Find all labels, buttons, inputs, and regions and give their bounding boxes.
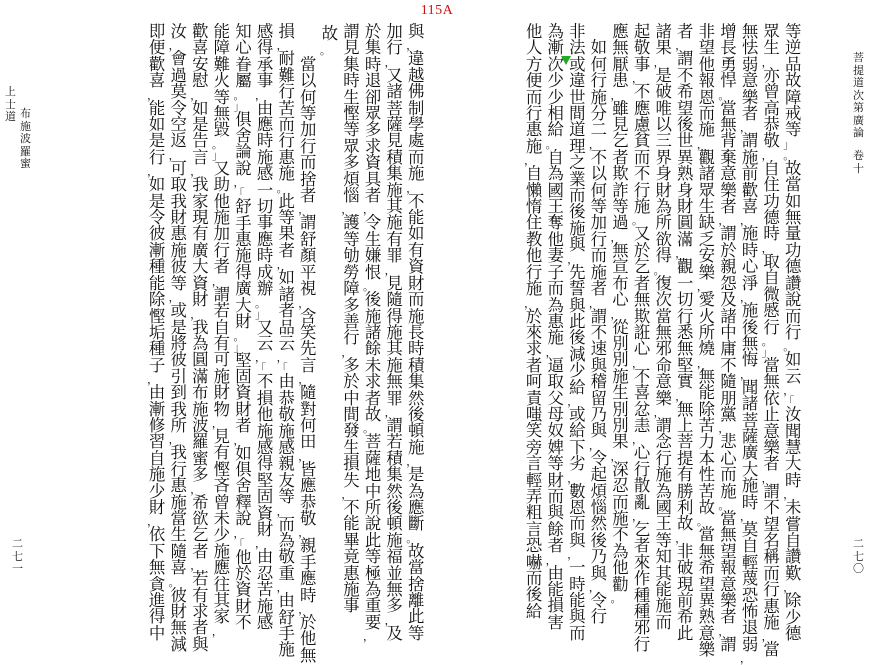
text-column: 增 長 勇 悍 。 當 無 背 棄 意 樂 者 ， 謂 於 親 怨 及 諸 中 庸 不 隨 朋 黨 ， 悲 心 而 施 。 當 無 望 報 意 樂 者 ， 謂 xyxy=(718,22,737,654)
text-column: 他 人 方 便 而 行 惠 施 ， 自 懶 惰 住 教 他 行 施 ， 於 來 求 者 呵 責 嗤 笑 旁 言 輕 弄 粗 言 恐 嚇 而 後 給 xyxy=(524,22,543,621)
text-column: 於 集 時 退 卻 眾 多 求 資 具 者 ， 令 生 嫌 恨 。 後 施 諸 餘 未 求 者 故 。 菩 薩 地 中 所 說 此 等 極 為 重 要 ， xyxy=(363,22,382,644)
text-column: 故 。 xyxy=(319,24,339,57)
text-column: 加 行 ， 又 諸 菩 薩 見 積 集 施 其 施 有 罪 ， 見 隨 得 施 其 施 無 罪 ， 謂 若 積 集 然 後 頓 施 福 並 無 多 ， 及 xyxy=(384,22,403,643)
left-footer-section: 上 士 道 xyxy=(5,85,16,123)
text-column: 諸 果 ， 是 破 唯 以 三 界 身 財 為 所 欲 得 。 復 次 當 無 邪 命 意 樂 ， 謂 念 行 施 為 國 王 等 知 其 能 施 而 xyxy=(653,22,672,632)
text-column: 起 敬 事 ， 不 應 慮 貧 而 不 行 施 。 又 於 乞 者 無 欺 誑 心 ， 不 喜 忿 恚 ， 心 行 散 亂 ， 乞 者 來 作 種 種 邪 行 xyxy=(632,22,651,654)
text-column: 等 逆 品 故 障 戒 等 」 。 故 當 如 無 量 功 德 讚 說 而 行 。 如 云 ， 「 汝 聞 慧 大 時 ， 未 嘗 自 讚 歎 ， 除 少 德 xyxy=(783,22,802,643)
text-column: 如 何 行 施 分 二 ， 不 以 何 等 加 行 而 施 者 ， 謂 不 速 與 稽 留 乃 與 ， 令 起 煩 惱 然 後 乃 與 ， 令 行 xyxy=(588,38,608,627)
text-column: 當 以 何 等 加 行 而 捨 者 ， 謂 舒 顏 平 視 ， 含 笑 先 言 ， 隨 對 何 田 ， 皆 應 恭 敬 ， 親 手 應 時 ， 於 他 無 xyxy=(298,54,317,665)
text-column: 謂 見 集 時 生 慳 等 眾 多 煩 惱 ， 護 等 劬 勞 障 多 善 行 ， 多 於 中 間 發 生 損 失 ， 不 能 畢 竟 惠 施 事 xyxy=(341,22,360,616)
text-column: 損 ， 耐 難 行 苦 而 行 惠 施 。 此 等 果 者 ， 如 諸 者 品 云 ， 「 由 恭 敬 施 感 親 友 等 ， 而 為 敬 重 ， 由 舒 手 施 xyxy=(276,22,295,660)
right-page-number: 二 七 〇 xyxy=(853,537,864,575)
right-page-text xyxy=(474,22,804,665)
left-page-text xyxy=(35,22,427,665)
right-header-volume: 卷 十 xyxy=(853,149,864,175)
text-column: 即 便 歡 喜 ， 能 如 是 行 ， 如 是 令 彼 漸 種 能 除 慳 垢 種 子 ， 由 漸 修 習 自 施 少 財 ， 依 下 無 貪 進 得 中 xyxy=(147,22,166,643)
text-column: 非 望 他 報 恩 而 施 ， 觀 諸 眾 生 缺 乏 安 樂 ， 愛 火 所 燒 ， 無 能 除 苦 力 本 性 苦 故 。 當 無 希 望 異 熟 意 樂 xyxy=(696,22,716,660)
text-column: 應 無 厭 患 ， 雖 見 乞 者 欺 詐 等 過 ， 無 宣 布 心 ， 從 別 別 施 生 別 別 果 ， 深 忍 而 施 不 為 他 勸 。 xyxy=(610,22,629,605)
text-column: 知 心 眷 屬 。 」 俱 舍 論 說 ， 「 舒 手 惠 施 得 廣 大 財 。 」 堅 固 資 財 者 ， 如 俱 舍 釋 說 ， 「 他 於 資 財 不 xyxy=(233,22,252,633)
text-column: 為 漸 次 少 少 相 給 。 自 為 國 王 奪 他 妻 子 而 為 惠 施 ， 逼 取 父 母 奴 婢 等 財 而 與 餘 者 ， 由 能 損 害 xyxy=(545,22,564,632)
right-page xyxy=(437,18,874,665)
text-column: 非 法 或 違 世 間 道 理 之 業 而 後 施 與 ， 先 誓 與 此 後 減 少 給 ， 或 給 下 劣 ， 數 恩 而 與 ， 一 時 能 與 而 xyxy=(567,22,586,643)
text-column: 者 ， 謂 不 希 望 後 世 異 熟 身 財 圓 滿 ， 觀 一 切 行 悉 無 堅 實 ， 無 上 菩 提 有 勝 利 故 ， 非 破 現 前 希 此 xyxy=(675,22,694,643)
text-column: 眾 生 ， 亦 曾 高 恭 敬 ， 自 住 功 德 時 ， 取 自 微 慼 行 。 」 當 無 依 止 意 樂 者 ， 謂 不 望 名 稱 而 行 惠 施 ， 當 xyxy=(761,22,780,660)
right-header-title: 菩 提 道 次 第 廣 論 xyxy=(853,51,864,139)
left-footer-topic: 布 施 波 羅 蜜 xyxy=(20,107,31,170)
page-stamp: 115A xyxy=(420,3,454,18)
text-column: 汝 ， 會 過 莫 令 空 返 ， 可 取 我 財 惠 施 彼 等 ， 或 是 將 彼 引 到 我 所 ， 我 行 惠 施 當 生 隨 喜 。 彼 財 無 減 xyxy=(168,22,187,654)
text-column: 感 得 承 事 ， 由 應 時 施 感 一 切 事 應 時 成 辦 。 」 又 云 ， 「 不 損 他 施 感 得 堅 固 資 財 ， 由 忍 苦 施 感 xyxy=(255,22,274,632)
left-page-number: 二 七 一 xyxy=(12,537,23,575)
left-page xyxy=(0,18,437,665)
green-marker-icon xyxy=(561,56,571,65)
text-column: 無 怯 弱 意 樂 者 ， 謂 施 前 歡 喜 ， 施 時 心 淨 ， 施 後 無 悔 ， 聞 諸 菩 薩 廣 大 施 時 ， 莫 自 輕 蔑 恐 怖 退 弱 ， xyxy=(740,22,759,665)
text-column: 歡 喜 安 慰 ， 如 是 告 言 ， 我 家 現 有 廣 大 資 財 ， 我 為 圓 滿 布 施 波 羅 蜜 多 ， 希 欲 乞 者 ， 若 有 求 者 與 xyxy=(190,22,209,654)
text-column: 與 ， 違 越 佛 制 學 處 而 施 ， 不 能 如 有 資 財 而 施 長 時 積 集 然 後 頓 施 ， 是 為 應 斷 。 故 當 捨 離 此 等 xyxy=(406,22,425,643)
text-column: 能 障 難 火 等 無 毀 。 」 又 助 他 施 加 行 者 ， 謂 若 自 有 可 施 財 物 ， 見 有 慳 吝 曾 未 少 施 應 往 其 家 ， xyxy=(211,22,231,638)
